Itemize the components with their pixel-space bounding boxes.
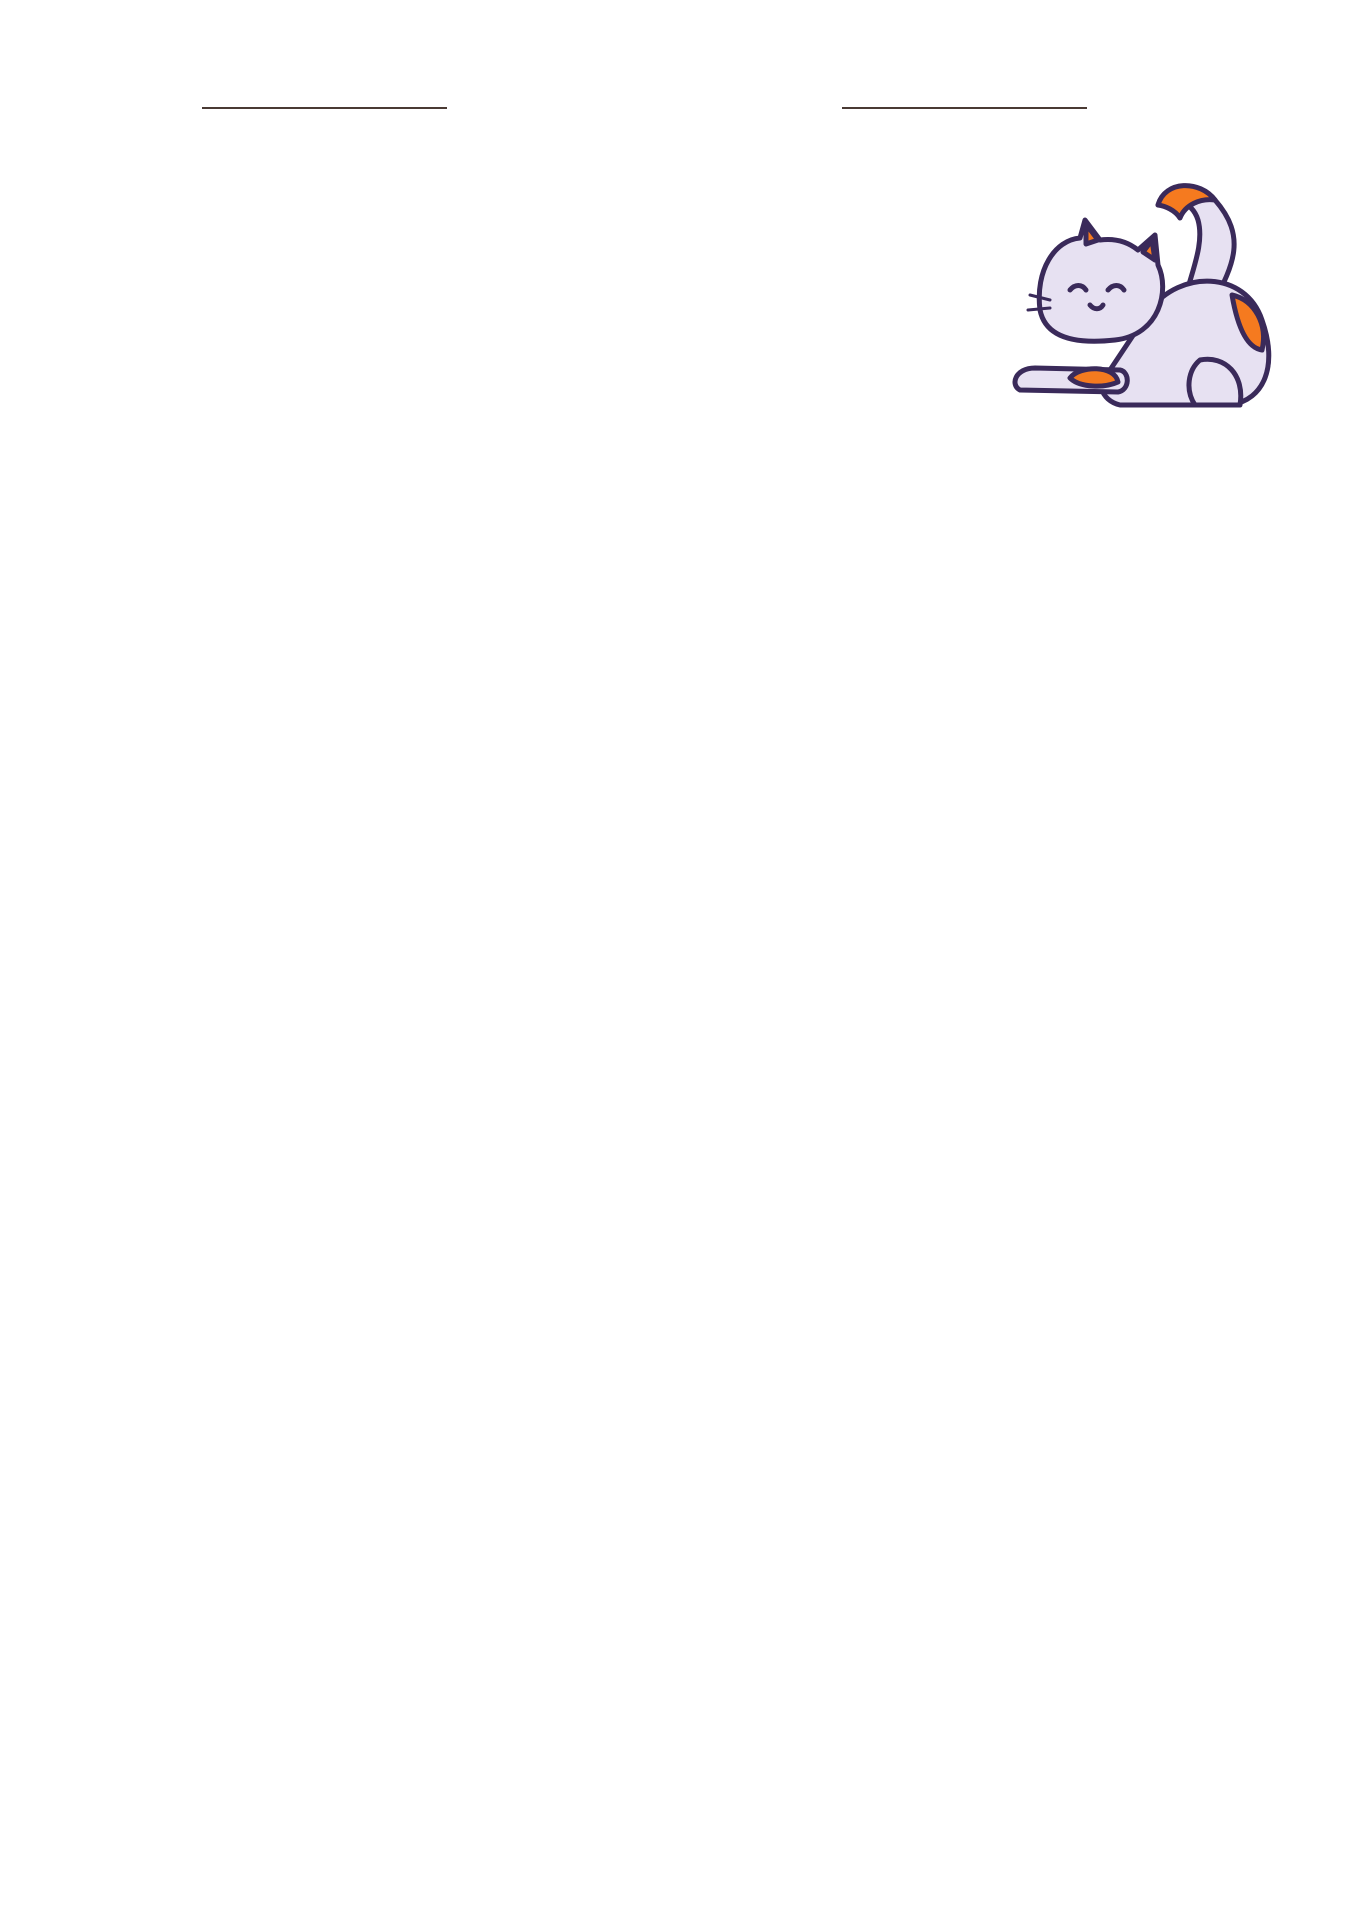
name-blank-line[interactable] (202, 99, 447, 109)
date-blank-line[interactable] (842, 99, 1087, 109)
cat-illustration (1000, 160, 1300, 430)
date-field[interactable] (828, 78, 1087, 118)
name-field[interactable] (188, 78, 447, 118)
